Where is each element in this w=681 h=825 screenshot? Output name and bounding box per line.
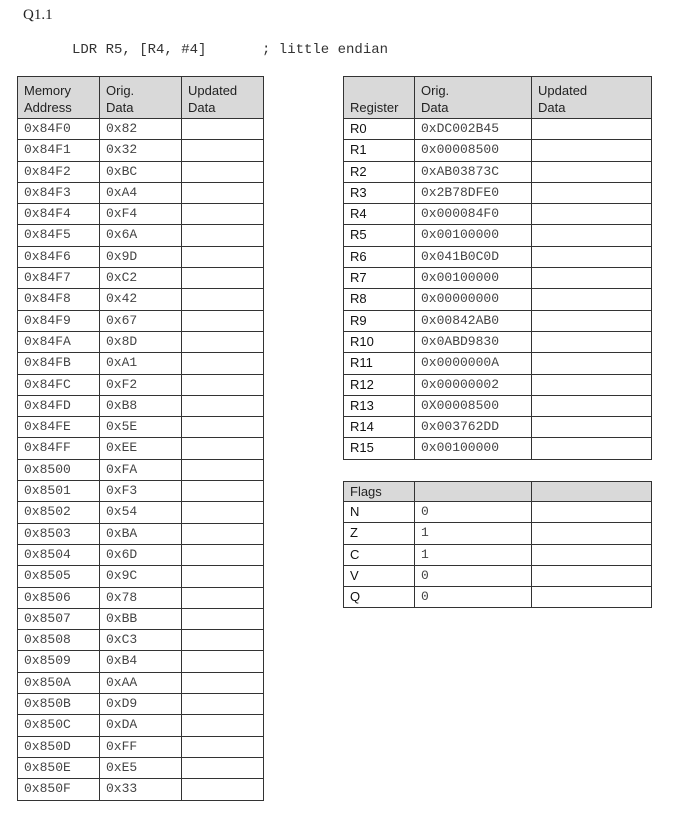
register-orig-cell: 0xAB03873C xyxy=(415,161,532,182)
memory-address-cell: 0x84F7 xyxy=(18,268,100,289)
register-row xyxy=(344,417,652,438)
memory-address-cell: 0x84F9 xyxy=(18,310,100,331)
memory-address-cell: 0x84F6 xyxy=(18,246,100,267)
memory-orig-cell: 0xB4 xyxy=(100,651,182,672)
register-updated-cell[interactable] xyxy=(532,161,652,182)
memory-address-cell: 0x8505 xyxy=(18,566,100,587)
register-updated-cell[interactable] xyxy=(532,246,652,267)
memory-row xyxy=(18,630,264,651)
register-row xyxy=(344,331,652,352)
memory-orig-cell: 0x78 xyxy=(100,587,182,608)
memory-orig-cell: 0x54 xyxy=(100,502,182,523)
memory-orig-cell: 0xE5 xyxy=(100,757,182,778)
register-register-cell: R4 xyxy=(344,204,415,225)
memory-orig-cell: 0xA4 xyxy=(100,182,182,203)
question-title: Q1.1 xyxy=(23,7,53,23)
memory-row xyxy=(18,502,264,523)
memory-address-cell: 0x8509 xyxy=(18,651,100,672)
memory-address-cell: 0x8508 xyxy=(18,630,100,651)
memory-row xyxy=(18,672,264,693)
register-row xyxy=(344,246,652,267)
register-table-header xyxy=(344,77,652,119)
memory-orig-cell: 0xF4 xyxy=(100,204,182,225)
flag-updated-cell[interactable] xyxy=(532,502,652,523)
register-header: Register xyxy=(344,77,415,119)
register-updated-cell[interactable] xyxy=(532,438,652,459)
memory-row xyxy=(18,331,264,352)
memory-orig-cell: 0xAA xyxy=(100,672,182,693)
memory-updated-cell[interactable] xyxy=(182,630,264,651)
memory-address-cell: 0x850E xyxy=(18,757,100,778)
flag-row xyxy=(344,523,652,544)
memory-updated-cell[interactable] xyxy=(182,289,264,310)
memory-row xyxy=(18,395,264,416)
memory-updated-cell[interactable] xyxy=(182,225,264,246)
flags-updated-header xyxy=(532,482,652,502)
register-row xyxy=(344,268,652,289)
memory-updated-cell[interactable] xyxy=(182,587,264,608)
memory-updated-cell[interactable] xyxy=(182,204,264,225)
memory-orig-cell: 0x5E xyxy=(100,417,182,438)
instruction-comment: ; little endian xyxy=(262,42,389,58)
memory-orig-header: Orig. Data xyxy=(100,77,182,119)
memory-updated-cell[interactable] xyxy=(182,438,264,459)
memory-orig-cell: 0x42 xyxy=(100,289,182,310)
memory-row xyxy=(18,544,264,565)
register-orig-cell: 0x041B0C0D xyxy=(415,246,532,267)
register-row xyxy=(344,310,652,331)
register-register-cell: R13 xyxy=(344,395,415,416)
memory-row xyxy=(18,481,264,502)
register-row xyxy=(344,140,652,161)
register-orig-cell: 0x0000000A xyxy=(415,353,532,374)
register-orig-cell: 0x00100000 xyxy=(415,225,532,246)
flags-orig-header xyxy=(415,482,532,502)
register-register-cell: R5 xyxy=(344,225,415,246)
memory-orig-cell: 0x33 xyxy=(100,779,182,800)
memory-row xyxy=(18,289,264,310)
memory-updated-cell[interactable] xyxy=(182,161,264,182)
register-orig-cell: 0x00842AB0 xyxy=(415,310,532,331)
memory-address-cell: 0x84FD xyxy=(18,395,100,416)
memory-updated-cell[interactable] xyxy=(182,779,264,800)
memory-orig-cell: 0x9D xyxy=(100,246,182,267)
register-row xyxy=(344,161,652,182)
flag-updated-cell[interactable] xyxy=(532,587,652,608)
flags-table-header xyxy=(344,482,652,502)
memory-address-cell: 0x8502 xyxy=(18,502,100,523)
memory-row xyxy=(18,140,264,161)
memory-orig-cell: 0xBB xyxy=(100,608,182,629)
memory-updated-cell[interactable] xyxy=(182,140,264,161)
memory-orig-cell: 0x6D xyxy=(100,544,182,565)
memory-updated-header: Updated Data xyxy=(182,77,264,119)
flag-orig-cell: 1 xyxy=(415,523,532,544)
memory-address-cell: 0x84F5 xyxy=(18,225,100,246)
memory-row xyxy=(18,694,264,715)
memory-updated-cell[interactable] xyxy=(182,757,264,778)
memory-updated-cell[interactable] xyxy=(182,310,264,331)
memory-updated-cell[interactable] xyxy=(182,694,264,715)
register-register-cell: R6 xyxy=(344,246,415,267)
memory-updated-cell[interactable] xyxy=(182,417,264,438)
register-orig-cell: 0x00100000 xyxy=(415,438,532,459)
flag-flag-cell: C xyxy=(344,544,415,565)
register-updated-cell[interactable] xyxy=(532,310,652,331)
memory-orig-cell: 0xBA xyxy=(100,523,182,544)
register-register-cell: R9 xyxy=(344,310,415,331)
memory-address-cell: 0x84FC xyxy=(18,374,100,395)
memory-address-cell: 0x850B xyxy=(18,694,100,715)
flag-orig-cell: 1 xyxy=(415,544,532,565)
memory-address-cell: 0x850A xyxy=(18,672,100,693)
memory-row xyxy=(18,204,264,225)
instruction-code: LDR R5, [R4, #4] xyxy=(72,42,207,58)
register-orig-cell: 0xDC002B45 xyxy=(415,119,532,140)
register-row xyxy=(344,225,652,246)
memory-updated-cell[interactable] xyxy=(182,353,264,374)
memory-orig-cell: 0xC2 xyxy=(100,268,182,289)
register-table xyxy=(343,76,652,460)
memory-row xyxy=(18,353,264,374)
flag-updated-cell[interactable] xyxy=(532,565,652,586)
memory-row xyxy=(18,119,264,140)
flags-table xyxy=(343,481,652,608)
register-updated-cell[interactable] xyxy=(532,268,652,289)
memory-orig-cell: 0x8D xyxy=(100,331,182,352)
memory-row xyxy=(18,779,264,800)
memory-orig-cell: 0xFF xyxy=(100,736,182,757)
memory-updated-cell[interactable] xyxy=(182,331,264,352)
memory-address-cell: 0x84FE xyxy=(18,417,100,438)
memory-row xyxy=(18,310,264,331)
memory-orig-cell: 0xC3 xyxy=(100,630,182,651)
memory-row xyxy=(18,182,264,203)
register-updated-header: Updated Data xyxy=(532,77,652,119)
memory-row xyxy=(18,566,264,587)
memory-address-cell: 0x84FA xyxy=(18,331,100,352)
memory-updated-cell[interactable] xyxy=(182,374,264,395)
memory-address-header: Memory Address xyxy=(18,77,100,119)
register-updated-cell[interactable] xyxy=(532,331,652,352)
memory-updated-cell[interactable] xyxy=(182,566,264,587)
memory-updated-cell[interactable] xyxy=(182,246,264,267)
register-updated-cell[interactable] xyxy=(532,204,652,225)
memory-orig-cell: 0x9C xyxy=(100,566,182,587)
register-register-cell: R7 xyxy=(344,268,415,289)
flag-updated-cell[interactable] xyxy=(532,544,652,565)
register-row xyxy=(344,289,652,310)
register-orig-cell: 0X00008500 xyxy=(415,395,532,416)
memory-address-cell: 0x84FB xyxy=(18,353,100,374)
memory-address-cell: 0x8500 xyxy=(18,459,100,480)
memory-address-cell: 0x84F3 xyxy=(18,182,100,203)
register-updated-cell[interactable] xyxy=(532,140,652,161)
memory-updated-cell[interactable] xyxy=(182,608,264,629)
memory-orig-cell: 0xFA xyxy=(100,459,182,480)
memory-orig-cell: 0xF2 xyxy=(100,374,182,395)
flag-orig-cell: 0 xyxy=(415,502,532,523)
memory-address-cell: 0x84FF xyxy=(18,438,100,459)
memory-row xyxy=(18,608,264,629)
memory-row xyxy=(18,757,264,778)
memory-updated-cell[interactable] xyxy=(182,736,264,757)
flag-row xyxy=(344,502,652,523)
flags-header: Flags xyxy=(344,482,415,502)
flag-row xyxy=(344,544,652,565)
register-orig-cell: 0x003762DD xyxy=(415,417,532,438)
memory-updated-cell[interactable] xyxy=(182,481,264,502)
register-updated-cell[interactable] xyxy=(532,353,652,374)
memory-row xyxy=(18,651,264,672)
memory-orig-cell: 0x6A xyxy=(100,225,182,246)
memory-orig-cell: 0xA1 xyxy=(100,353,182,374)
memory-row xyxy=(18,417,264,438)
memory-address-cell: 0x84F4 xyxy=(18,204,100,225)
memory-orig-cell: 0x82 xyxy=(100,119,182,140)
memory-address-cell: 0x8501 xyxy=(18,481,100,502)
memory-orig-cell: 0xD9 xyxy=(100,694,182,715)
memory-orig-cell: 0x67 xyxy=(100,310,182,331)
register-updated-cell[interactable] xyxy=(532,417,652,438)
register-register-cell: R8 xyxy=(344,289,415,310)
memory-updated-cell[interactable] xyxy=(182,544,264,565)
memory-table-header xyxy=(18,77,264,119)
memory-orig-cell: 0xB8 xyxy=(100,395,182,416)
memory-address-cell: 0x850D xyxy=(18,736,100,757)
memory-updated-cell[interactable] xyxy=(182,523,264,544)
flag-row xyxy=(344,565,652,586)
register-row xyxy=(344,395,652,416)
flag-orig-cell: 0 xyxy=(415,565,532,586)
flag-orig-cell: 0 xyxy=(415,587,532,608)
register-register-cell: R15 xyxy=(344,438,415,459)
memory-address-cell: 0x84F0 xyxy=(18,119,100,140)
memory-updated-cell[interactable] xyxy=(182,502,264,523)
memory-row xyxy=(18,523,264,544)
memory-address-cell: 0x850F xyxy=(18,779,100,800)
register-orig-cell: 0x000084F0 xyxy=(415,204,532,225)
memory-address-cell: 0x84F2 xyxy=(18,161,100,182)
register-row xyxy=(344,204,652,225)
memory-address-cell: 0x84F1 xyxy=(18,140,100,161)
memory-orig-cell: 0xEE xyxy=(100,438,182,459)
memory-address-cell: 0x8503 xyxy=(18,523,100,544)
memory-updated-cell[interactable] xyxy=(182,672,264,693)
memory-orig-cell: 0xDA xyxy=(100,715,182,736)
memory-row xyxy=(18,438,264,459)
flag-flag-cell: Q xyxy=(344,587,415,608)
register-orig-header: Orig. Data xyxy=(415,77,532,119)
register-updated-cell[interactable] xyxy=(532,289,652,310)
register-row xyxy=(344,438,652,459)
register-updated-cell[interactable] xyxy=(532,119,652,140)
register-updated-cell[interactable] xyxy=(532,182,652,203)
memory-orig-cell: 0xF3 xyxy=(100,481,182,502)
memory-address-cell: 0x84F8 xyxy=(18,289,100,310)
instruction-line xyxy=(72,42,389,58)
register-orig-cell: 0x2B78DFE0 xyxy=(415,182,532,203)
register-orig-cell: 0x00100000 xyxy=(415,268,532,289)
flag-flag-cell: V xyxy=(344,565,415,586)
memory-table xyxy=(17,76,264,801)
register-register-cell: R14 xyxy=(344,417,415,438)
memory-orig-cell: 0x32 xyxy=(100,140,182,161)
memory-row xyxy=(18,587,264,608)
flag-flag-cell: N xyxy=(344,502,415,523)
register-updated-cell[interactable] xyxy=(532,395,652,416)
memory-address-cell: 0x8506 xyxy=(18,587,100,608)
memory-address-cell: 0x8504 xyxy=(18,544,100,565)
memory-updated-cell[interactable] xyxy=(182,395,264,416)
memory-updated-cell[interactable] xyxy=(182,268,264,289)
register-orig-cell: 0x00000002 xyxy=(415,374,532,395)
register-row xyxy=(344,353,652,374)
register-orig-cell: 0x00008500 xyxy=(415,140,532,161)
flag-row xyxy=(344,587,652,608)
memory-row xyxy=(18,715,264,736)
memory-orig-cell: 0xBC xyxy=(100,161,182,182)
flag-updated-cell[interactable] xyxy=(532,523,652,544)
register-orig-cell: 0x00000000 xyxy=(415,289,532,310)
memory-row xyxy=(18,736,264,757)
register-orig-cell: 0x0ABD9830 xyxy=(415,331,532,352)
memory-updated-cell[interactable] xyxy=(182,651,264,672)
memory-row xyxy=(18,374,264,395)
memory-row xyxy=(18,246,264,267)
register-register-cell: R1 xyxy=(344,140,415,161)
memory-row xyxy=(18,268,264,289)
memory-updated-cell[interactable] xyxy=(182,715,264,736)
register-register-cell: R3 xyxy=(344,182,415,203)
register-row xyxy=(344,374,652,395)
register-register-cell: R2 xyxy=(344,161,415,182)
memory-updated-cell[interactable] xyxy=(182,119,264,140)
memory-row xyxy=(18,161,264,182)
memory-row xyxy=(18,459,264,480)
memory-updated-cell[interactable] xyxy=(182,182,264,203)
memory-address-cell: 0x850C xyxy=(18,715,100,736)
register-register-cell: R12 xyxy=(344,374,415,395)
register-register-cell: R10 xyxy=(344,331,415,352)
flag-flag-cell: Z xyxy=(344,523,415,544)
register-row xyxy=(344,182,652,203)
register-row xyxy=(344,119,652,140)
register-updated-cell[interactable] xyxy=(532,374,652,395)
register-register-cell: R0 xyxy=(344,119,415,140)
memory-row xyxy=(18,225,264,246)
register-register-cell: R11 xyxy=(344,353,415,374)
register-updated-cell[interactable] xyxy=(532,225,652,246)
memory-address-cell: 0x8507 xyxy=(18,608,100,629)
memory-updated-cell[interactable] xyxy=(182,459,264,480)
